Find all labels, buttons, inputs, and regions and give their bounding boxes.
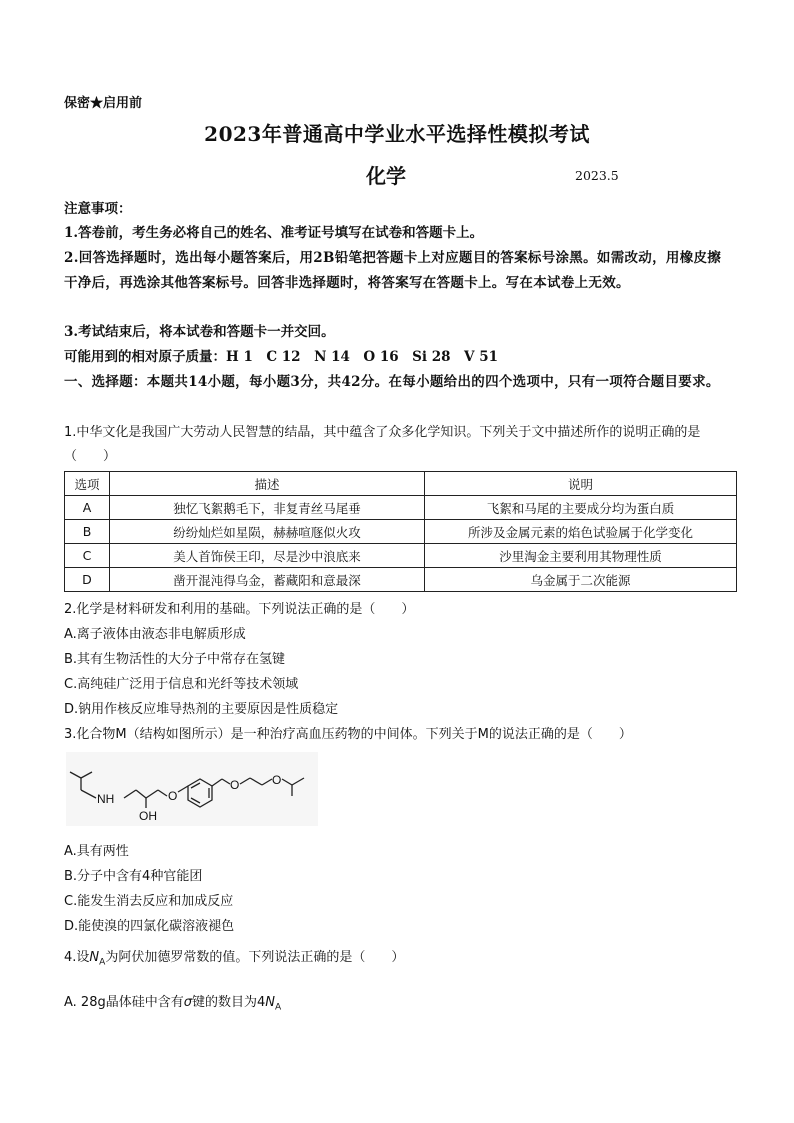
label-oh: OH bbox=[139, 809, 157, 823]
na-symbol-2: N bbox=[265, 995, 275, 1010]
notes-item-2: 2.回答选择题时，选出每小题答案后，用2B铅笔把答题卡上对应题目的答案标号涂黑。如需改动，用橡皮擦干净后，再选涂其他答案标号。回答非选择题时，将答案写在答题卡上。写在本试卷上无效。 bbox=[64, 250, 722, 291]
table-row bbox=[65, 520, 737, 544]
question-3-option-b: B.分子中含有4种官能团 bbox=[64, 869, 203, 884]
question-1-stem: 1.中华文化是我国广大劳动人民智慧的结晶，其中蕴含了众多化学知识。下列关于文中描述所作的说明正确的是（ ） bbox=[64, 425, 701, 464]
q4-suffix: 为阿伏加德罗常数的值。下列说法正确的是（ ） bbox=[105, 950, 405, 965]
na-subscript: A bbox=[99, 957, 106, 968]
q4-prefix: 4.设 bbox=[64, 950, 90, 965]
table-cell: D bbox=[65, 568, 110, 592]
table-row bbox=[65, 496, 737, 520]
question-3-option-a: A.具有两性 bbox=[64, 844, 129, 859]
question-1-table bbox=[64, 471, 737, 592]
question-2-stem: 2.化学是材料研发和利用的基础。下列说法正确的是（ ） bbox=[64, 602, 415, 617]
table-cell: A bbox=[65, 496, 110, 520]
table-header-explanation: 说明 bbox=[425, 472, 737, 496]
na-subscript-2: A bbox=[275, 1002, 282, 1013]
q4-option-a-mid: 键的数目为4 bbox=[191, 995, 266, 1010]
question-3-stem: 3.化合物M（结构如图所示）是一种治疗高血压药物的中间体。下列关于M的说法正确的是（ ） bbox=[64, 727, 632, 742]
structure-svg bbox=[66, 752, 318, 826]
confidential-mark: 保密★启用前 bbox=[64, 96, 143, 111]
atomic-masses: 可能用到的相对原子质量：H 1 C 12 N 14 O 16 Si 28 V 51 bbox=[64, 349, 498, 365]
label-o-2: O bbox=[230, 778, 240, 792]
table-header-description: 描述 bbox=[110, 472, 425, 496]
question-3-option-c: C.能发生消去反应和加成反应 bbox=[64, 894, 234, 909]
notes-item-3: 3.考试结束后，将本试卷和答题卡一并交回。 bbox=[64, 324, 335, 340]
table-header-row bbox=[65, 472, 737, 496]
table-cell: 凿开混沌得乌金，蓄藏阳和意最深 bbox=[110, 568, 425, 592]
question-2-option-d: D.钠用作核反应堆导热剂的主要原因是性质稳定 bbox=[64, 702, 339, 717]
label-nh: NH bbox=[97, 792, 115, 806]
question-3-option-d: D.能使溴的四氯化碳溶液褪色 bbox=[64, 919, 235, 934]
question-4-stem bbox=[64, 946, 734, 975]
section-1-heading: 一、选择题：本题共14小题，每小题3分，共42分。在每小题给出的四个选项中，只有一项符合题目要求。 bbox=[64, 374, 720, 390]
table-cell: C bbox=[65, 544, 110, 568]
subject-title: 化学 bbox=[366, 164, 406, 188]
notes-heading: 注意事项： bbox=[64, 201, 132, 217]
table-cell: 所涉及金属元素的焰色试验属于化学变化 bbox=[425, 520, 737, 544]
question-2-option-c: C.高纯硅广泛用于信息和光纤等技术领域 bbox=[64, 677, 299, 692]
q4-option-a-prefix: A. 28g晶体硅中含有 bbox=[64, 995, 184, 1010]
table-cell: 沙里淘金主要利用其物理性质 bbox=[425, 544, 737, 568]
na-symbol: N bbox=[89, 950, 100, 965]
question-2-option-a: A.离子液体由液态非电解质形成 bbox=[64, 627, 246, 642]
table-cell: 纷纷灿烂如星陨，赫赫喧豗似火攻 bbox=[110, 520, 425, 544]
notes-item-1: 1.答卷前，考生务必将自己的姓名、准考证号填写在试卷和答题卡上。 bbox=[64, 225, 484, 241]
exam-title: 2023年普通高中学业水平选择性模拟考试 bbox=[204, 122, 590, 146]
question-2-option-b: B.其有生物活性的大分子中常存在氢键 bbox=[64, 652, 286, 667]
label-o-1: O bbox=[168, 789, 178, 803]
table-row bbox=[65, 544, 737, 568]
table-cell: 飞絮和马尾的主要成分均为蛋白质 bbox=[425, 496, 737, 520]
table-cell: 独忆飞絮鹅毛下，非复青丝马尾垂 bbox=[110, 496, 425, 520]
compound-m-structure bbox=[66, 752, 318, 826]
label-o-3: O bbox=[272, 773, 282, 787]
question-4-option-a bbox=[64, 991, 734, 1020]
sigma-symbol: σ bbox=[183, 995, 192, 1010]
table-cell: 美人首饰侯王印，尽是沙中浪底来 bbox=[110, 544, 425, 568]
exam-date: 2023.5 bbox=[575, 168, 619, 183]
table-cell: 乌金属于二次能源 bbox=[425, 568, 737, 592]
table-header-option: 选项 bbox=[65, 472, 110, 496]
table-row bbox=[65, 568, 737, 592]
table-cell: B bbox=[65, 520, 110, 544]
